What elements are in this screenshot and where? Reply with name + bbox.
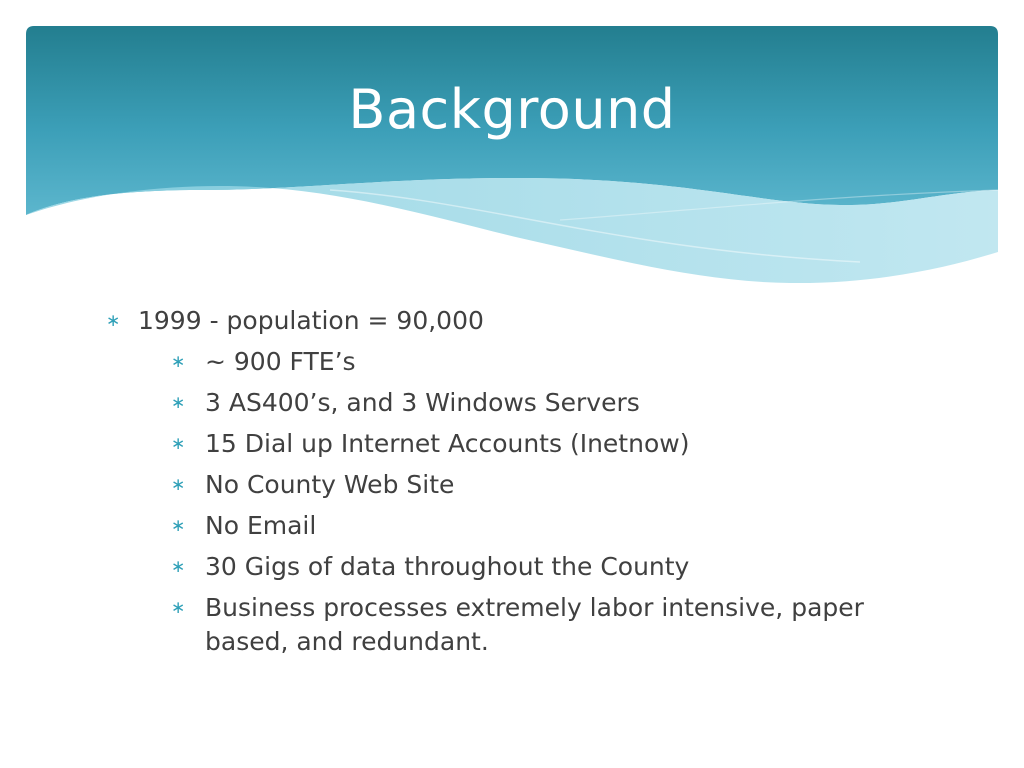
asterisk-bullet-icon: ∗ [171,475,186,495]
list-item-text: No Email [205,511,317,540]
asterisk-bullet-icon: ∗ [171,598,186,618]
list-item [170,386,896,420]
asterisk-bullet-icon: ∗ [106,311,121,331]
bullet-list [106,304,896,659]
asterisk-bullet-icon: ∗ [171,393,186,413]
list-item [170,591,896,659]
list-item-text: 30 Gigs of data throughout the County [205,552,690,581]
slide-title: Background [348,78,676,141]
list-item-text: ~ 900 FTE’s [205,347,356,376]
list-item [170,550,896,584]
list-item [106,304,896,659]
bullet-content [106,304,896,666]
list-item [170,345,896,379]
list-item-text: 15 Dial up Internet Accounts (Inetnow) [205,429,690,458]
list-item [170,468,896,502]
header-wave-banner [0,0,1024,300]
asterisk-bullet-icon: ∗ [171,557,186,577]
list-item-text: 1999 - population = 90,000 [138,306,484,335]
list-item [170,509,896,543]
list-item-text: 3 AS400’s, and 3 Windows Servers [205,388,640,417]
asterisk-bullet-icon: ∗ [171,434,186,454]
sub-bullet-list [138,345,896,659]
list-item-text: Business processes extremely labor intensive, paper based, and redundant. [205,593,864,656]
list-item [170,427,896,461]
asterisk-bullet-icon: ∗ [171,352,186,372]
asterisk-bullet-icon: ∗ [171,516,186,536]
list-item-text: No County Web Site [205,470,455,499]
